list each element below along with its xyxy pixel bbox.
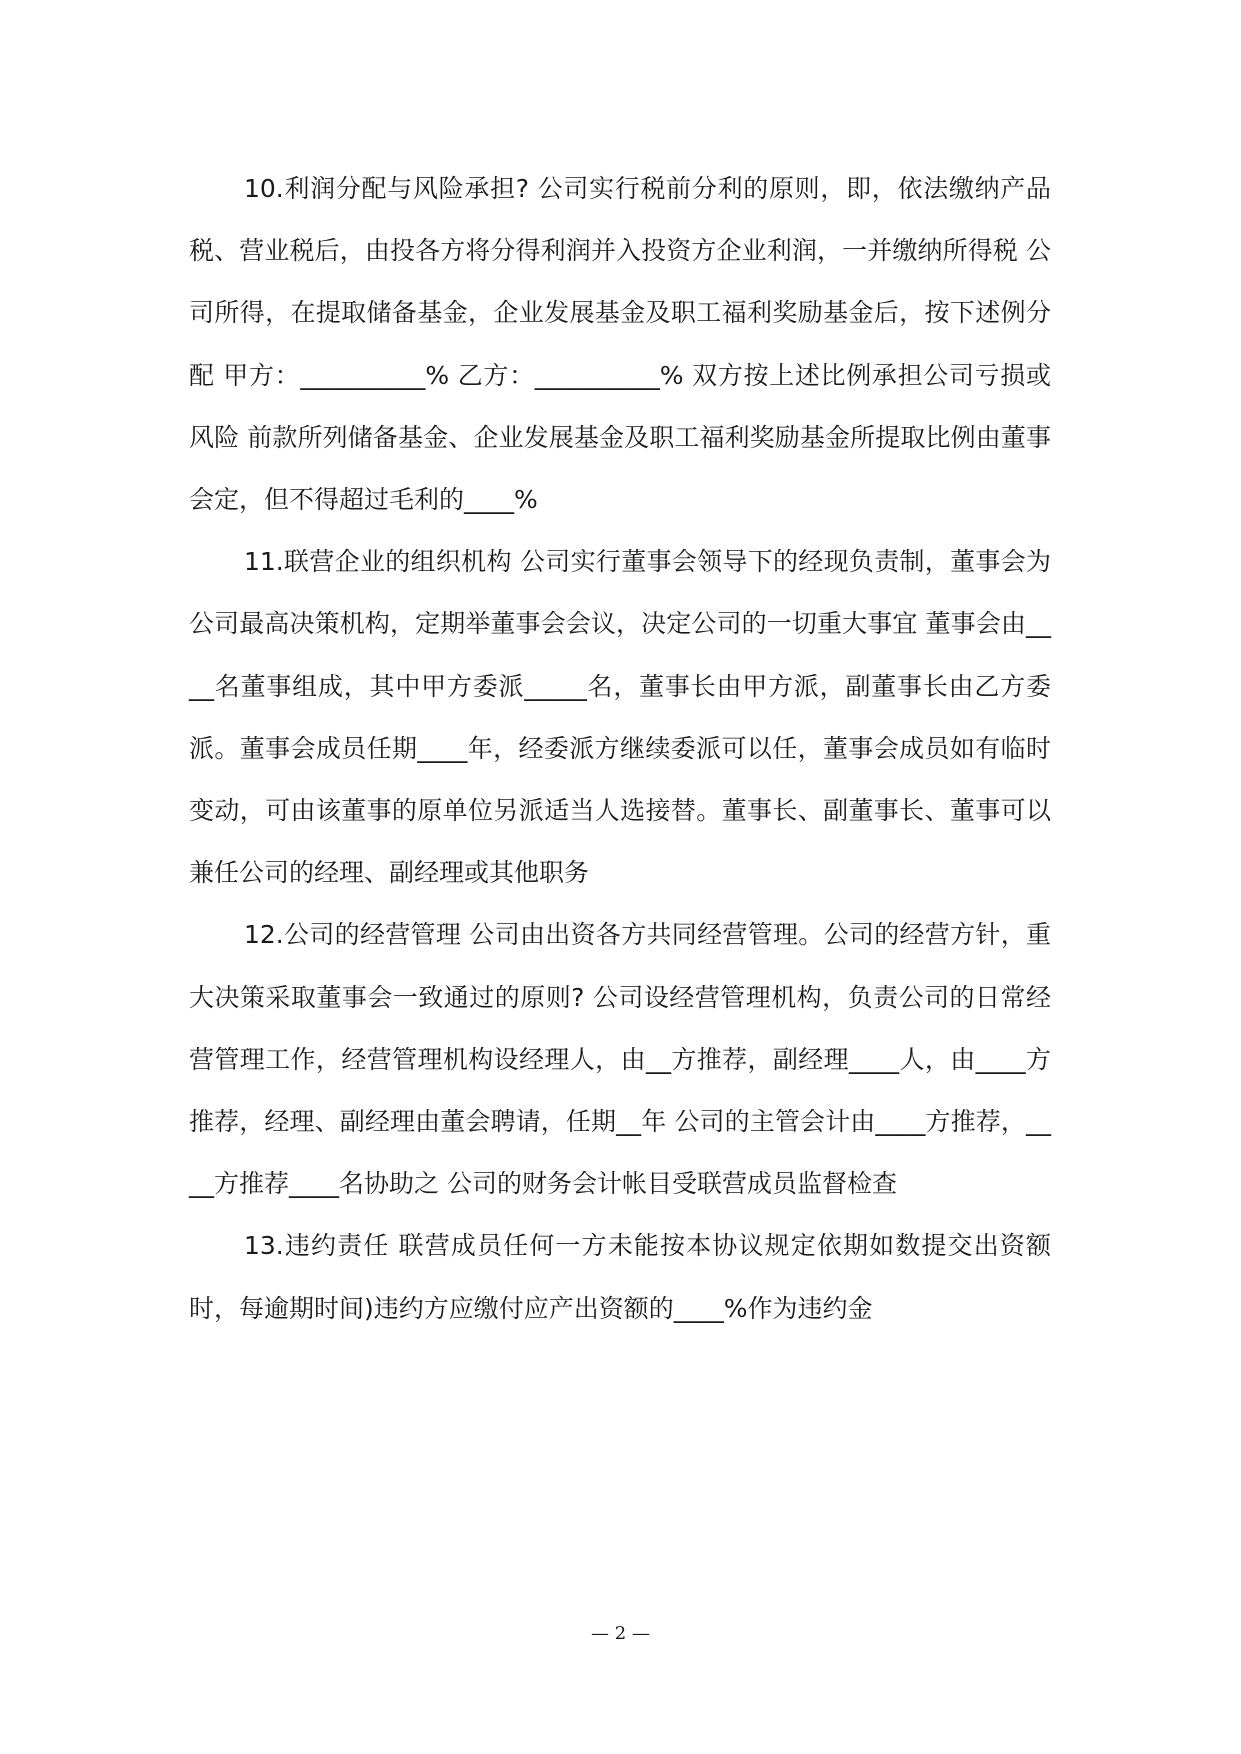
clause-10-profit-distribution: 10.利润分配与风险承担? 公司实行税前分利的原则，即，依法缴纳产品税、营业税后，由投各方将分得利润并入投资方企业利润，一并缴纳所得税 公司所得，在提取储备基金，企业发展基金及职工福利奖励基金后，按下述例分配 甲方：__________% 乙方：__________% 双方按上述比例承担公司亏损或风险 前款所列储备基金、企业发展基金及职工福利奖励基金所提取比例由董事会定，但不得超过毛利的____% xyxy=(189,174,1051,515)
page-number: — 2 — xyxy=(591,1623,650,1644)
clause-12-management: 12.公司的经营管理 公司由出资各方共同经营管理。公司的经营方针，重大决策采取董事会一致通过的原则? 公司设经营管理机构，负责公司的日常经营管理工作，经营管理机构设经理人，由__方推荐，副经理____人，由____方推荐，经理、副经理由董会聘请，任期__年 公司的主管会计由____方推荐，____方推荐____名协助之 公司的财务会计帐目受联营成员监督检查 xyxy=(189,920,1051,1199)
clause-11-organization: 11.联营企业的组织机构 公司实行董事会领导下的经现负责制，董事会为公司最高决策机构，定期举董事会会议，决定公司的一切重大事宜 董事会由____名董事组成，其中甲方委派_____名，董事长由甲方派，副董事长由乙方委派。董事会成员任期____年，经委派方继续委派可以任，董事会成员如有临时变动，可由该董事的原单位另派适当人选接替。董事长、副董事长、董事可以兼任公司的经理、副经理或其他职务 xyxy=(189,547,1051,888)
document-body xyxy=(189,158,1051,1340)
clause-13-liability: 13.违约责任 联营成员任何一方未能按本协议规定依期如数提交出资额时，每逾期时间)违约方应缴付应产出资额的____%作为违约金 xyxy=(189,1231,1051,1323)
